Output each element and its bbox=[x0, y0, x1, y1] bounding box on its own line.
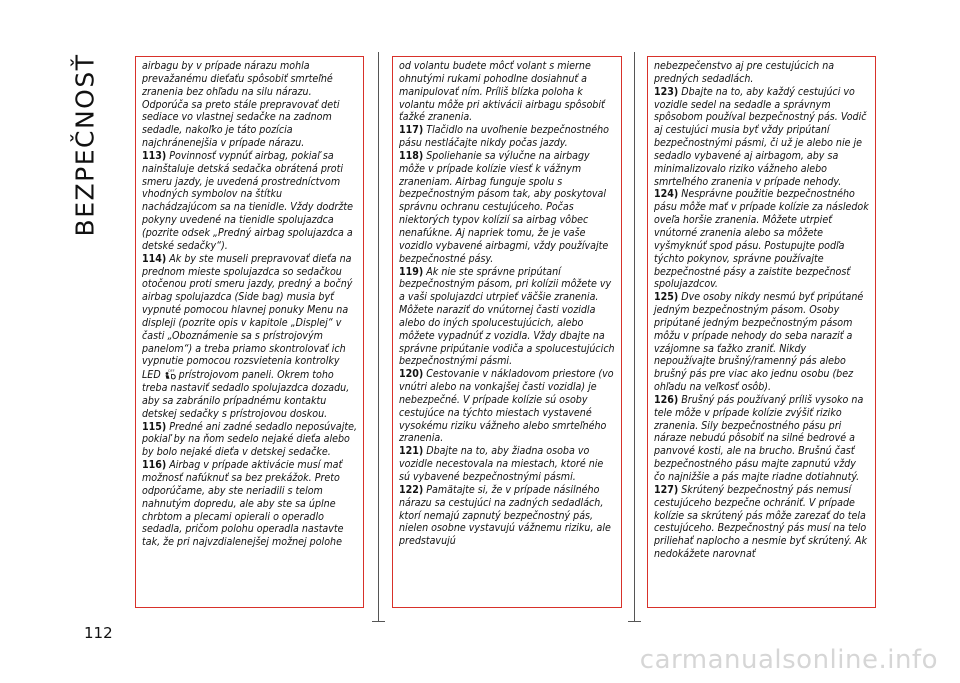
warning-column-2 bbox=[392, 56, 622, 608]
warning-paragraph: 117) Tlačidlo na uvoľnenie bezpečnostného pásu nestláčajte nikdy počas jazdy. bbox=[399, 124, 609, 150]
warning-paragraph: 125) Dve osoby nikdy nesmú byť pripútané jedným bezpečnostným pásom. Osoby pripútané jedným bezpečnostným pásom môžu v prípade nehody do seba naraziť a vzájomne sa ťažko zraniť. Nikdy nepoužívajte brušný/ramenný pás alebo brušný pás pre viac ako jednu osobu (bez ohľadu na veľkosť osôb). bbox=[654, 291, 864, 394]
airbag-off-icon bbox=[163, 368, 177, 380]
svg-text:OFF: OFF bbox=[167, 369, 175, 374]
warning-paragraph: 119) Ak nie ste správne pripútaní bezpečnostným pásom, pri kolízii môžete vy a vaši spolujazdci utrpieť väčšie zranenia. Môžete naraziť do vnútornej časti vozidla alebo do iných spolucestujúcich, alebo môžete vypadnúť z vozidla. Vždy dbajte na správne pripútanie vodiča a spolucestujúcich bezpečnostnými pásmi. bbox=[399, 265, 615, 368]
page-number: 112 bbox=[84, 624, 113, 642]
warning-number: 121) bbox=[399, 445, 424, 458]
warning-number: 123) bbox=[654, 85, 679, 98]
column-divider-2-foot bbox=[628, 621, 641, 622]
warning-number: 122) bbox=[399, 483, 424, 496]
warning-paragraph: 115) Predné ani zadné sedadlo neposúvajte, pokiaľ by na ňom sedelo nejaké dieťa alebo by bolo nejaké dieťa v detskej sedačke. bbox=[142, 420, 357, 459]
warning-paragraph: 127) Skrútený bezpečnostný pás nemusí cestujúceho bezpečne ochrániť. V prípade kolízie sa skrútený pás môže zarezať do tela cestujúceho. Bezpečnostný pás musí na telo priliehať naplocho a nesmie byť skrútený. Ak nedokážete narovnať bbox=[654, 483, 867, 561]
warning-paragraph: 123) Dbajte na to, aby každý cestujúci vo vozidle sedel na sedadle a správnym spôsobom používal bezpečnostný pás. Vodič aj cestujúci musia byť vždy pripútaní bezpečnostnými pásmi, či už je alebo nie je sedadlo vybavené aj airbagom, aby sa minimalizovalo riziko vážneho alebo smrteľného zranenia v prípade nehody. bbox=[654, 85, 867, 188]
watermark: carmanualsonline.info bbox=[639, 645, 938, 675]
section-title bbox=[60, 20, 110, 270]
warning-paragraph: od volantu budete môcť volant s mierne ohnutými rukami pohodlne dosiahnuť a manipulovať ním. Príliš blízka poloha k volantu môže pri aktivácii airbagu spôsobiť ťažké zranenia. bbox=[399, 60, 605, 124]
warning-paragraph: 124) Nesprávne použitie bezpečnostného pásu môže mať v prípade kolízie za následok oveľa horšie zranenia. Môžete utrpieť vnútorné zranenia alebo sa môžete vyšmyknúť spod pásu. Postupujte podľa týchto pokynov, správne používajte bezpečnostné pásy a zaistite bezpečnosť spolujazdcov. bbox=[654, 188, 869, 291]
column-divider-1-foot bbox=[372, 621, 385, 622]
warning-number: 119) bbox=[399, 265, 424, 278]
warning-paragraph: airbagu by v prípade nárazu mohla prevažanému dieťaťu spôsobiť smrteľné zranenia bez ohľadu na silu nárazu. Odporúča sa preto stále prepravovať deti sediace vo vlastnej sedačke na zadnom sedadle, nakoľko je táto pozícia najchránenejšia v prípade nárazu. bbox=[142, 60, 340, 150]
warning-number: 113) bbox=[142, 149, 167, 162]
warning-paragraph: 118) Spoliehanie sa výlučne na airbagy môže v prípade kolízie viesť k vážnym zraneniam. Airbag funguje spolu s bezpečnostným pásom tak, aby poskytoval správnu ochranu cestujúceho. Počas niektorých typov kolízií sa airbag vôbec nenafúkne. Aj napriek tomu, že je vaše vozidlo vybavené airbagmi, vždy používajte bezpečnostné pásy. bbox=[399, 149, 609, 265]
column-divider-1 bbox=[378, 52, 379, 622]
section-title-text: BEZPEČNOSŤ bbox=[70, 53, 100, 237]
warning-number: 124) bbox=[654, 188, 679, 201]
warning-paragraph: 121) Dbajte na to, aby žiadna osoba vo vozidle necestovala na miestach, ktoré nie sú vybavené bezpečnostnými pásmi. bbox=[399, 445, 604, 483]
warning-paragraph: 120) Cestovanie v nákladovom priestore (vo vnútri alebo na vonkajšej časti vozidla) je nebezpečné. V prípade kolízie sú osoby cestujúce na týchto miestach vystavené vysokému riziku vážneho alebo smrteľného zranenia. bbox=[399, 368, 614, 445]
warning-paragraph: 113) Povinnosť vypnúť airbag, pokiaľ sa nainštaluje detská sedačka obrátená proti smeru jazdy, je uvedená prostredníctvom vhodných symbolov na štítku nachádzajúcom sa na tienidle. Vždy dodržte pokyny uvedené na tienidle spolujazdca (pozrite odsek „Predný airbag spolujazdca a detské sedačky“). bbox=[142, 149, 353, 252]
warning-number: 126) bbox=[654, 393, 679, 406]
warning-number: 125) bbox=[654, 291, 679, 304]
warning-paragraph: 116) Airbag v prípade aktivácie musí mať možnosť nafúknuť sa bez prekážok. Preto odporúčame, aby ste neriadili s telom nahnutým dopredu, ale aby ste sa úplne chrbtom a plecami opierali o operadlo sedadla, pričom polohu operadla nastavte tak, že pri najvzdialenejšej možnej polohe bbox=[142, 459, 344, 549]
warning-column-1 bbox=[135, 56, 364, 608]
warning-number: 114) bbox=[142, 252, 167, 265]
warning-number: 115) bbox=[142, 420, 167, 433]
warning-paragraph: 126) Brušný pás používaný príliš vysoko na tele môže v prípade kolízie zvýšiť riziko zranenia. Sily bezpečnostného pásu pri náraze nebudú pôsobiť na silné bedrové a panvové kosti, ale na brucho. Brušnú časť bezpečnostného pásu majte zapnutú vždy čo najnižšie a pás majte riadne dotiahnutý. bbox=[654, 393, 864, 483]
warning-column-3 bbox=[647, 56, 876, 608]
warning-number: 118) bbox=[399, 149, 424, 162]
warning-paragraph: 114) Ak by ste museli prepravovať dieťa na prednom mieste spolujazdca so sedačkou otočenou proti smeru jazdy, predný a bočný airbag spolujazdca (Side bag) musia byť vypnuté pomocou hlavnej ponuky Menu na displeji (pozrite opis v kapitole „Displej“ v časti „Oboznámenie sa s prístrojovým panelom“) a treba priamo skontrolovať ich vypnutie pomocou rozsvietenia kontrolky LED OFF prístrojovom paneli. Okrem toho treba nastaviť sedadlo spolujazdca dozadu, aby sa zabránilo prípadnému kontaktu detskej sedačky s prístrojovou doskou. bbox=[142, 252, 353, 420]
warning-number: 127) bbox=[654, 483, 679, 496]
column-divider-2 bbox=[634, 52, 635, 622]
warning-number: 120) bbox=[399, 368, 424, 381]
warning-number: 116) bbox=[142, 459, 167, 472]
warning-paragraph: 122) Pamätajte si, že v prípade násilného nárazu sa cestujúci na zadných sedadlách, ktorí nemajú zapnutý bezpečnostný pás, nielen osobne vystavujú vážnemu riziku, ale predstavujú bbox=[399, 483, 611, 548]
warning-paragraph: nebezpečenstvo aj pre cestujúcich na predných sedadlách. bbox=[654, 60, 835, 85]
warning-number: 117) bbox=[399, 124, 424, 137]
